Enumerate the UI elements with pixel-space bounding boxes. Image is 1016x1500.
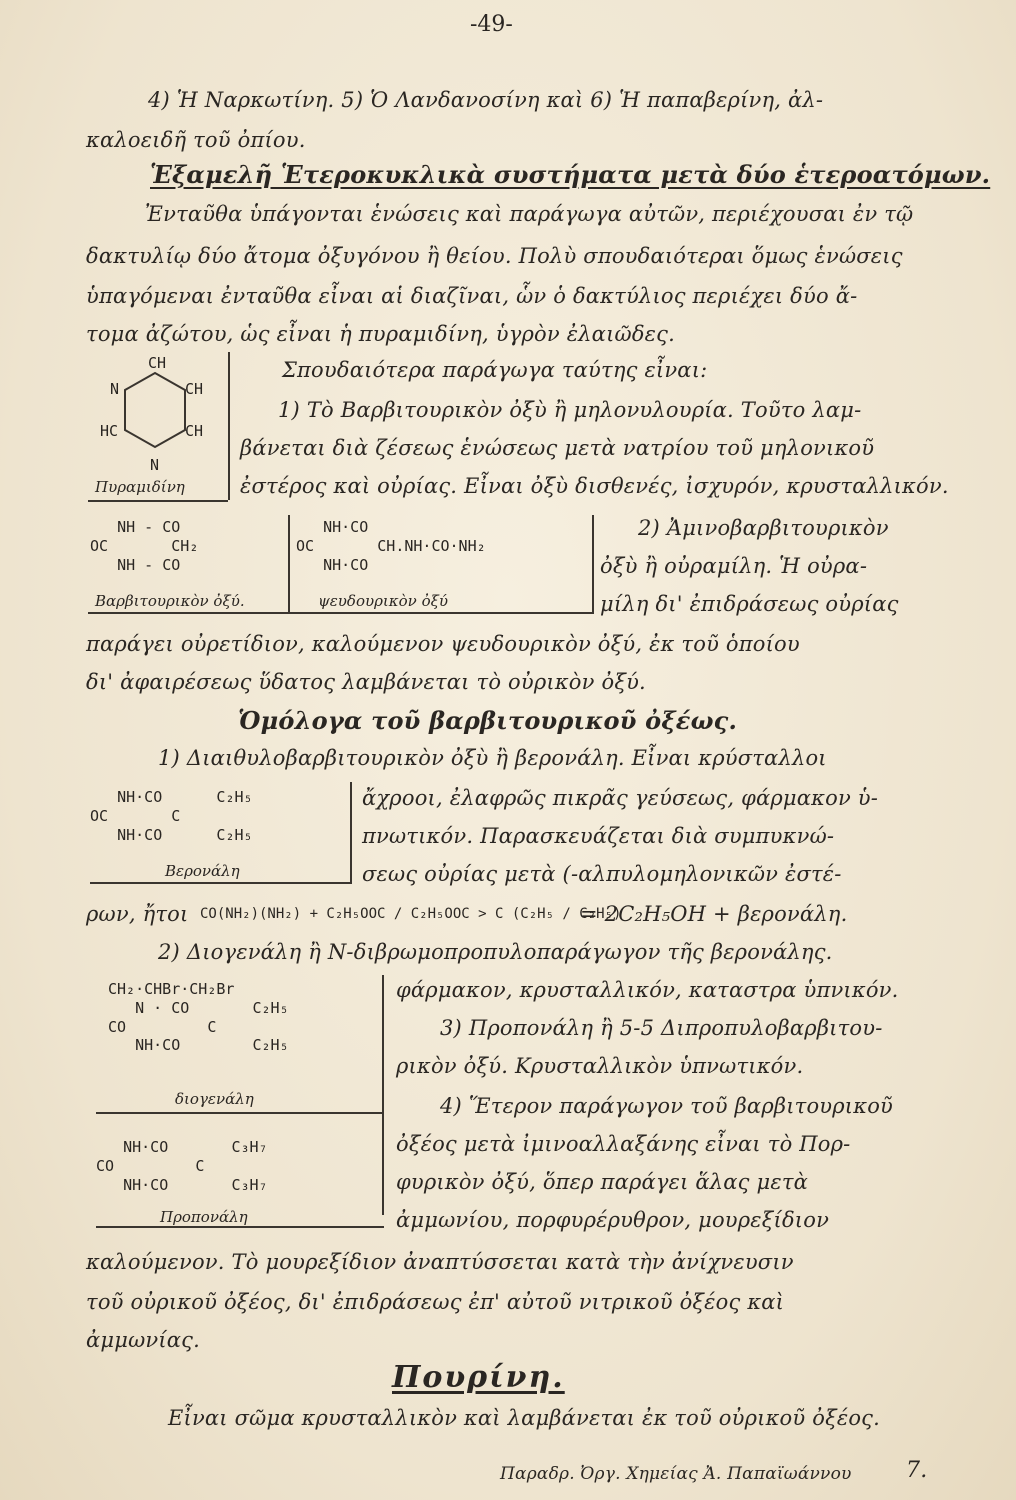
footer-page-mark: 7.: [906, 1458, 928, 1483]
text-line: τομα ἀζώτου, ὡς εἶναι ἡ πυραμιδίνη, ὑγρὸν ἐλαιῶδες.: [86, 322, 675, 346]
divider: [88, 500, 228, 502]
divider: [592, 515, 594, 613]
text-line: καλούμενον. Τὸ μουρεξίδιον ἀναπτύσσεται κατὰ τὴν ἀνίχνευσιν: [86, 1250, 794, 1274]
text-line: 1) Διαιθυλοβαρβιτουρικὸν ὀξὺ ἢ βερονάλη. Εἶναι κρύσταλλοι: [158, 746, 827, 770]
divider: [96, 1112, 384, 1114]
formula-caption: διογενάλη: [175, 1090, 254, 1108]
formula-caption: Βερονάλη: [165, 862, 240, 880]
pseudouric-formula: NH·CO OC CH.NH·CO·NH₂ NH·CO: [296, 518, 486, 574]
barbituric-formula: NH - CO OC CH₂ NH - CO: [90, 518, 199, 574]
text-line: δι' ἀφαιρέσεως ὕδατος λαμβάνεται τὸ οὐρικὸν ὀξύ.: [86, 670, 646, 694]
proponal-formula: NH·CO C₃H₇ CO C NH·CO C₃H₇: [96, 1138, 268, 1194]
formula-label: CH: [185, 380, 204, 398]
text-line: τοῦ οὐρικοῦ ὀξέος, δι' ἐπιδράσεως ἐπ' αὐτοῦ νιτρικοῦ ὀξέος καὶ: [86, 1290, 785, 1314]
text-line: φάρμακον, κρυσταλλικόν, καταστρα ὑπνικόν.: [396, 978, 899, 1002]
formula-caption: Βαρβιτουρικὸν ὀξύ.: [95, 592, 245, 610]
formula-caption: Πυραμιδίνη: [95, 478, 185, 496]
section-heading: Ὁμόλογα τοῦ βαρβιτουρικοῦ ὀξέως.: [238, 706, 738, 735]
divider: [382, 975, 384, 1215]
section-heading: Ἑξαμελῆ Ἑτεροκυκλικὰ συστήματα μετὰ δύο ἑτεροατόμων.: [150, 160, 991, 189]
footer-credit: Παραδρ. Ὀργ. Χημείας Ἀ. Παπαϊωάννου: [500, 1464, 852, 1484]
formula-label: CH: [148, 354, 167, 372]
text-line: 3) Προπονάλη ἢ 5-5 Διπροπυλοβαρβιτου-: [440, 1016, 883, 1040]
text-line: ἄχροοι, ἐλαφρῶς πικρᾶς γεύσεως, φάρμακον ὑ-: [362, 786, 879, 810]
diogenal-formula: CH₂·CHBr·CH₂Br N · CO C₂H₅ CO C NH·CO C₂H₅: [108, 980, 289, 1055]
text-line: σεως οὐρίας μετὰ (-αλπυλομηλονικῶν ἐστέ-: [362, 862, 842, 886]
text-line: φυρικὸν ὀξύ, ὅπερ παράγει ἅλας μετὰ: [396, 1170, 809, 1194]
text-line: 2) Ἀμινοβαρβιτουρικὸν: [638, 516, 889, 540]
pyrimidine-ring-drawing: [100, 355, 220, 475]
text-line: ἐστέρος καὶ οὐρίας. Εἶναι ὀξὺ δισθενές, ἰσχυρόν, κρυσταλλικόν.: [240, 474, 949, 498]
text-line: δακτυλίῳ δύο ἄτομα ὀξυγόνου ἢ θείου. Πολὺ σπουδαιότεραι ὅμως ἑνώσεις: [86, 244, 903, 268]
formula-label: N: [110, 380, 120, 398]
text-line: ὑπαγόμεναι ἐνταῦθα εἶναι αἱ διαζῖναι, ὧν ὁ δακτύλιος περιέχει δύο ἄ-: [86, 284, 858, 308]
text-line: = 2C₂H₅OH + βερονάλη.: [580, 902, 848, 926]
divider: [88, 612, 594, 614]
veronal-formula: NH·CO C₂H₅ OC C NH·CO C₂H₅: [90, 788, 253, 844]
text-line: μίλη δι' ἐπιδράσεως οὐρίας: [600, 592, 899, 616]
formula-label: HC: [100, 422, 119, 440]
formula-label: CH: [185, 422, 204, 440]
text-line: καλοειδῆ τοῦ ὀπίου.: [86, 128, 306, 152]
divider: [90, 882, 352, 884]
formula-caption: ψευδουρικὸν ὀξύ: [318, 592, 448, 610]
text-line: πνωτικόν. Παρασκευάζεται διὰ συμπυκνώ-: [362, 824, 835, 848]
text-line: βάνεται διὰ ζέσεως ἑνώσεως μετὰ νατρίου τοῦ μηλονικοῦ: [240, 436, 875, 460]
text-line: 1) Τὸ Βαρβιτουρικὸν ὀξὺ ἢ μηλονυλουρία. Τοῦτο λαμ-: [278, 398, 862, 422]
text-line: ὀξέος μετὰ ἰμινοαλλαξάνης εἶναι τὸ Πορ-: [396, 1132, 851, 1156]
divider: [96, 1226, 384, 1228]
text-line: 4) Ἡ Ναρκωτίνη. 5) Ὁ Λανδανοσίνη καὶ 6) Ἡ παπαβερίνη, ἀλ-: [148, 88, 824, 112]
divider: [288, 515, 290, 613]
text-line: παράγει οὐρετίδιον, καλούμενον ψευδουρικὸν ὀξύ, ἐκ τοῦ ὁποίου: [86, 632, 800, 656]
divider: [228, 352, 230, 500]
text-line: ἀμμωνίου, πορφυρέρυθρον, μουρεξίδιον: [396, 1208, 830, 1232]
text-line: Εἶναι σῶμα κρυσταλλικὸν καὶ λαμβάνεται ἐκ τοῦ οὐρικοῦ ὀξέος.: [168, 1406, 880, 1430]
formula-label: N: [150, 456, 160, 474]
divider: [350, 782, 352, 882]
text-line: ὀξὺ ἢ οὐραμίλη. Ἡ οὐρα-: [600, 554, 868, 578]
formula-caption: Προπονάλη: [160, 1208, 248, 1226]
page-number: -49-: [470, 12, 513, 37]
text-line: ρων, ἤτοι: [86, 902, 189, 926]
text-line: 4) Ἕτερον παράγωγον τοῦ βαρβιτουρικοῦ: [440, 1094, 894, 1118]
text-line: ρικὸν ὀξύ. Κρυσταλλικὸν ὑπνωτικόν.: [396, 1054, 804, 1078]
text-line: ἀμμωνίας.: [86, 1328, 201, 1352]
section-heading: Πουρίνη.: [392, 1360, 565, 1395]
text-line: Σπουδαιότερα παράγωγα ταύτης εἶναι:: [282, 358, 708, 382]
text-line: Ἐνταῦθα ὑπάγονται ἑνώσεις καὶ παράγωγα αὐτῶν, περιέχουσαι ἐν τῷ: [145, 202, 914, 226]
reaction-formula: CO(NH₂)(NH₂) + C₂H₅OOC / C₂H₅OOC > C (C₂H₅ / C₂H₅): [200, 906, 622, 922]
text-line: 2) Διογενάλη ἢ N-διβρωμοπροπυλοπαράγωγον τῆς βερονάλης.: [158, 940, 833, 964]
